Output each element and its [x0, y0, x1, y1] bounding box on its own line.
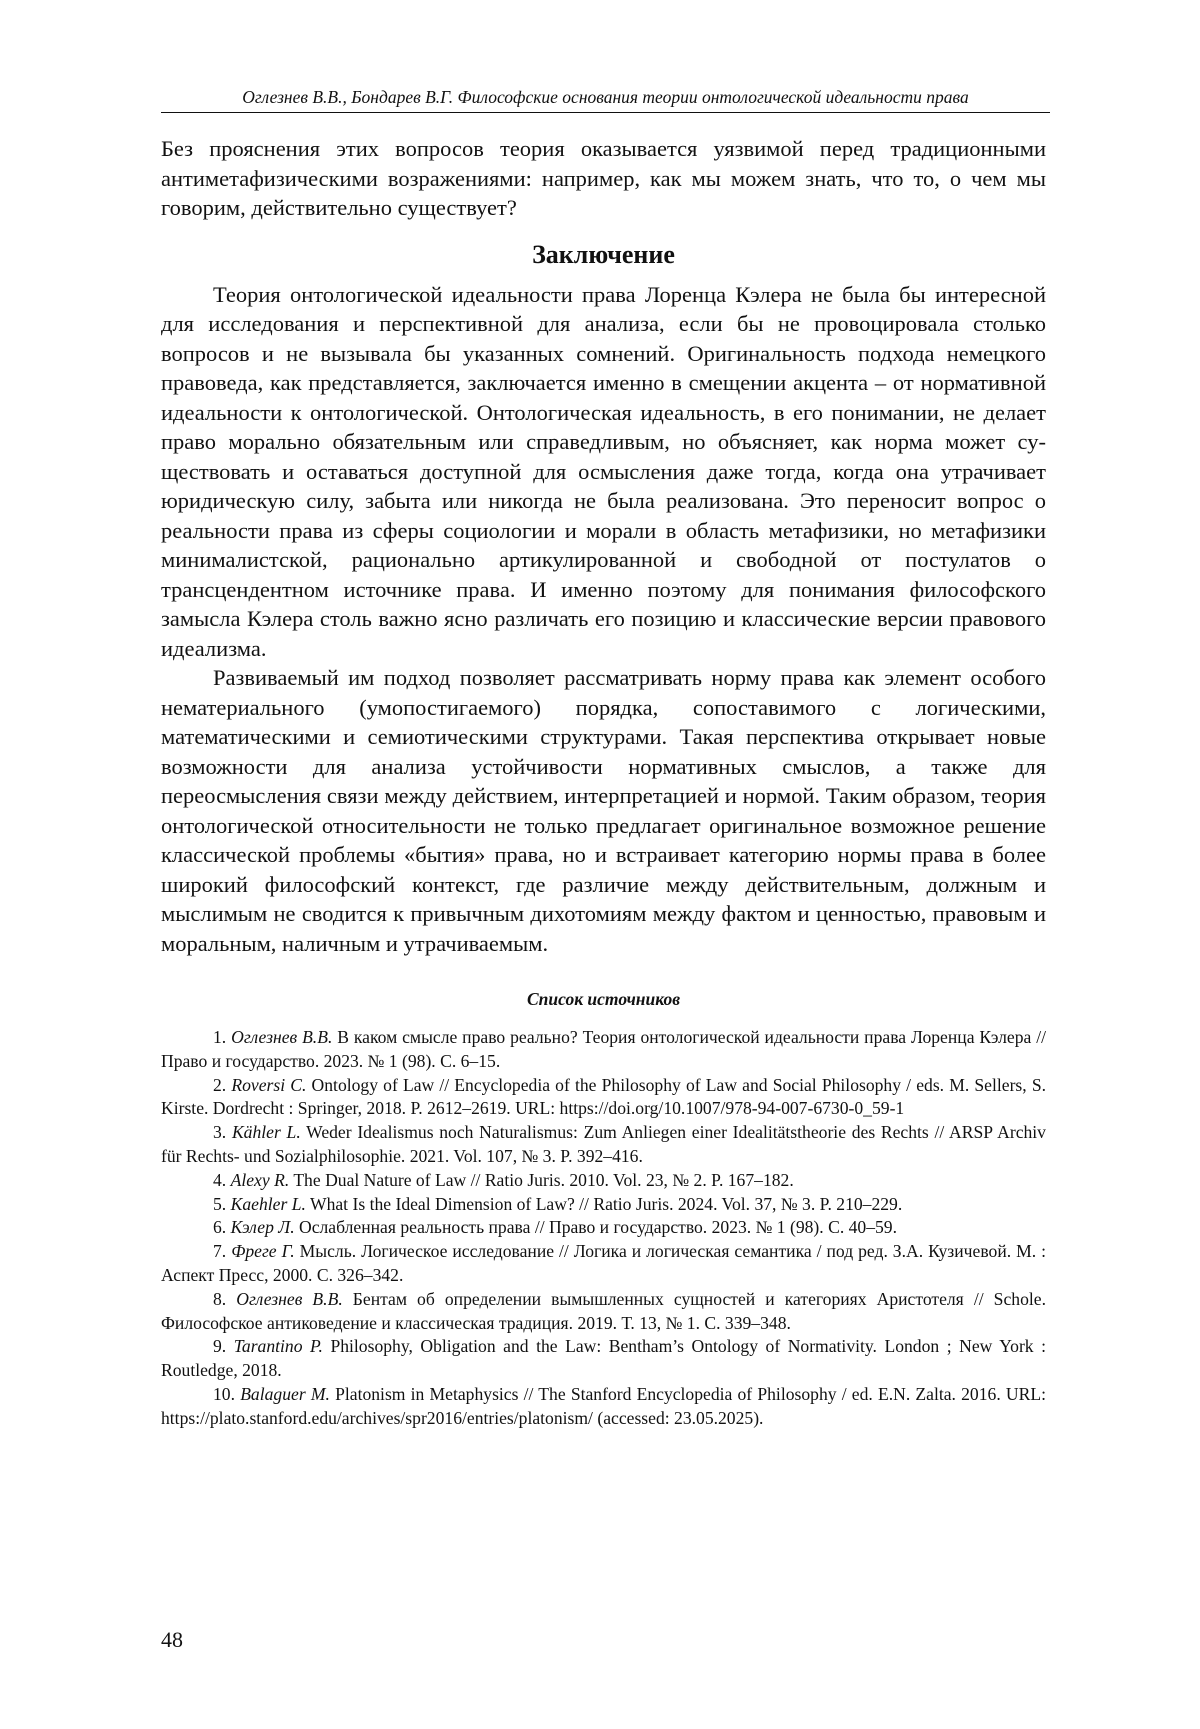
reference-item	[161, 1240, 1046, 1288]
reference-number: 10.	[213, 1383, 235, 1404]
reference-item	[161, 1121, 1046, 1169]
conclusion-paragraph: Теория онтологической идеальности права Лоренца Кэлера не была бы интересной для исследования и перспективной для анализа, если бы не провоцировала столько вопросов и не вызывала бы указанных сомнений. Оригинальность подхода немецкого правоведа, как представляется, заключается именно в смещении акцента – от нормативной идеальности к онтологической. Онтологическая идеальность, в его понимании, не делает право морально обязательным или справедливым, но объясняет, как норма может существовать и оставаться доступной для осмысления даже тогда, когда она утрачивает юридическую силу, забыта или никогда не была реализована. Это переносит вопрос о реальности права из сферы социологии и морали в область метафизики, но метафизики минималистской, рационально артикулированной и свободной от постулатов о трансцендентном источнике права. И именно поэтому для понимания философского замысла Кэлера столь важно ясно различать его позицию и классические версии правового идеализма.	[161, 281, 1046, 661]
reference-item	[161, 1193, 1046, 1217]
reference-text: Philosophy, Obligation and the Law: Bentham’s Ontology of Normativity. London ; New York : Routledge, 2018.	[161, 1336, 1047, 1381]
section-title: Заключение	[532, 239, 675, 269]
reference-text: Мысль. Логическое исследование // Логика и логическая семантика / под ред. З.А. Кузичевой. М. : Аспект Пресс, 2000. С. 326–342.	[161, 1241, 1046, 1285]
reference-text: Бентам об определении вымышленных сущностей и категориях Аристотеля // Schole. Философское антиковедение и классическая традиция. 2019. Т. 13, № 1. С. 339–348.	[161, 1288, 1046, 1333]
reference-number: 2.	[213, 1074, 227, 1095]
reference-text: Ослабленная реальность права // Право и государство. 2023. № 1 (98). С. 40–59.	[299, 1217, 897, 1238]
references-list	[161, 1026, 1046, 1431]
reference-item	[161, 1169, 1046, 1193]
reference-author: Alexy R.	[230, 1169, 290, 1190]
article-body	[161, 134, 1046, 1431]
reference-author: Kähler L.	[231, 1122, 301, 1143]
reference-text: Weder Idealismus noch Naturalismus: Zum Anliegen einer Idealitätstheorie des Rechts // ARSP Archiv für Rechts- und Sozialphilosophie. 2021. Vol. 107, № 3. P. 392–416.	[161, 1122, 1046, 1166]
reference-author: Кэлер Л.	[230, 1217, 295, 1238]
references-title: Список источников	[526, 989, 681, 1009]
reference-author: Tarantino P.	[233, 1336, 323, 1357]
reference-item	[161, 1026, 1046, 1074]
reference-text: The Dual Nature of Law // Ratio Juris. 2010. Vol. 23, № 2. P. 167–182.	[293, 1169, 794, 1190]
reference-number: 8.	[213, 1288, 227, 1309]
reference-number: 1.	[213, 1027, 227, 1047]
reference-item	[161, 1288, 1046, 1336]
reference-author: Roversi C.	[231, 1074, 307, 1095]
header-rule	[161, 112, 1050, 113]
reference-number: 9.	[213, 1336, 227, 1357]
reference-author: Balaguer M.	[240, 1383, 330, 1404]
intro-paragraph: Без прояснения этих вопросов теория оказывается уязвимой перед традиционными антиметафизическими возражениями: например, как мы можем знать, что то, о чем мы говорим, действительно существует?	[161, 136, 1046, 220]
reference-item	[161, 1216, 1046, 1240]
page-number: 48	[161, 1627, 183, 1652]
reference-number: 3.	[213, 1122, 227, 1143]
reference-item	[161, 1383, 1046, 1431]
reference-number: 4.	[213, 1169, 227, 1190]
reference-item	[161, 1074, 1046, 1122]
reference-number: 6.	[213, 1217, 227, 1238]
reference-author: Фреге Г.	[231, 1241, 295, 1262]
reference-text: What Is the Ideal Dimension of Law? // Ratio Juris. 2024. Vol. 37, № 3. P. 210–229.	[309, 1193, 903, 1214]
reference-author: Kaehler L.	[230, 1193, 306, 1214]
running-head: Оглезнев В.В., Бондарев В.Г. Философские основания теории онтологической идеальности права	[242, 87, 969, 107]
reference-number: 5.	[213, 1193, 227, 1214]
reference-author: Оглезнев В.В.	[231, 1027, 333, 1047]
reference-text: Ontology of Law // Encyclopedia of the Philosophy of Law and Social Philosophy / eds. M. Sellers, S. Kirste. Dordrecht : Springer, 2018. P. 2612–2619. URL: https://doi.org/10.1007/978-94-007-6730-0_59-1	[161, 1074, 1047, 1119]
reference-text: Platonism in Metaphysics // The Stanford Encyclopedia of Philosophy / ed. E.N. Zalta. 2016. URL: https://plato.stanford.edu/archives/spr2016/entries/platonism/ (accessed: 23.05.2025).	[161, 1383, 1046, 1428]
reference-author: Оглезнев В.В.	[236, 1288, 343, 1309]
reference-item	[161, 1335, 1046, 1383]
reference-text: В каком смысле право реально? Теория онтологической идеальности права Лоренца Кэлера // Право и государство. 2023. № 1 (98). С. 6–15.	[161, 1027, 1046, 1071]
conclusion-paragraph: Развиваемый им подход позволяет рассматривать норму права как элемент особого нематериального (умопостигаемого) порядка, сопоставимого с логическими, математическими и семиотическими структурами. Такая перспектива открывает новые возможности для анализа устойчивости нормативных смыслов, а также для переосмысления связи между действием, интерпретацией и нормой. Таким образом, теория онтологической относительности не только предлагает оригинальное возможное решение классической проблемы «бытия» права, но и встраивает категорию нормы права в более широкий философский контекст, где различие между действительным, должным и мыслимым не сводится к привычным дихотомиям между фактом и ценностью, правовым и моральным, наличным и утрачиваемым.	[161, 665, 1046, 956]
reference-number: 7.	[213, 1241, 227, 1262]
